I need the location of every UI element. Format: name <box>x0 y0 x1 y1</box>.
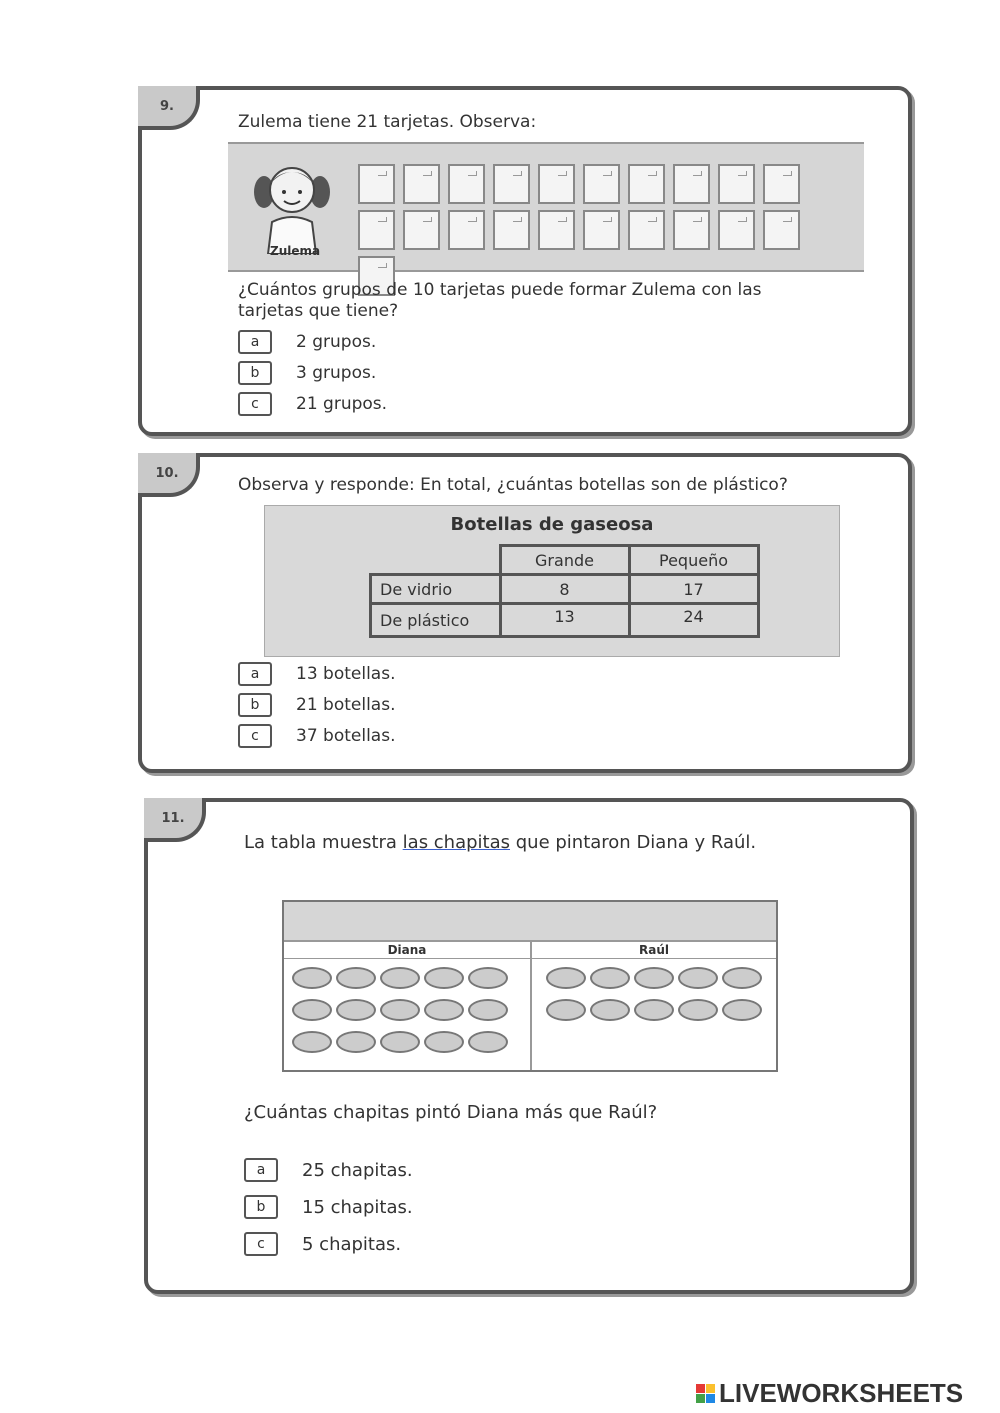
bottle-cap <box>546 967 586 989</box>
intro-link[interactable]: las chapitas <box>402 832 511 853</box>
column-header: Raúl <box>532 942 776 959</box>
option-letter[interactable]: a <box>238 330 272 354</box>
option-letter[interactable]: a <box>238 662 272 686</box>
option-letter[interactable]: c <box>238 392 272 416</box>
option-letter[interactable]: b <box>244 1195 278 1219</box>
card <box>538 164 575 204</box>
table-cell: 24 <box>629 604 758 637</box>
card <box>718 164 755 204</box>
bottle-cap <box>336 999 376 1021</box>
row-label: De vidrio <box>371 575 501 604</box>
bottle-cap <box>590 967 630 989</box>
option-text: 2 grupos. <box>296 332 377 352</box>
diana-caps-grid <box>284 959 522 1053</box>
bottle-cap <box>380 999 420 1021</box>
liveworksheets-logo[interactable] <box>696 1378 963 1409</box>
bottle-cap <box>634 967 674 989</box>
bottle-cap <box>468 967 508 989</box>
card <box>403 210 440 250</box>
option-a[interactable] <box>238 330 376 354</box>
card <box>673 210 710 250</box>
card <box>358 164 395 204</box>
column-header: Grande <box>500 546 629 575</box>
card <box>718 210 755 250</box>
caps-table-header-bar <box>284 902 776 942</box>
card <box>358 210 395 250</box>
option-text: 13 botellas. <box>296 664 396 684</box>
option-c[interactable] <box>238 392 387 416</box>
question-9-box <box>138 86 912 436</box>
question-text-line2: tarjetas que tiene? <box>238 301 399 321</box>
bottle-cap <box>546 999 586 1021</box>
bottle-cap <box>424 967 464 989</box>
raul-caps-grid <box>532 959 776 1021</box>
table-cell: 17 <box>629 575 758 604</box>
cards-illustration <box>228 142 864 272</box>
option-text: 5 chapitas. <box>302 1233 402 1255</box>
card <box>448 164 485 204</box>
card <box>763 210 800 250</box>
bottle-cap <box>424 1031 464 1053</box>
option-text: 37 botellas. <box>296 726 396 746</box>
bottle-cap <box>336 967 376 989</box>
bottles-table-panel <box>264 505 840 657</box>
raul-column <box>532 942 776 1070</box>
option-c[interactable] <box>244 1232 401 1256</box>
bottle-cap <box>380 967 420 989</box>
bottle-cap <box>722 999 762 1021</box>
card <box>763 164 800 204</box>
option-text: 3 grupos. <box>296 363 377 383</box>
question-text: Observa y responde: En total, ¿cuántas botellas son de plástico? <box>238 475 788 495</box>
column-header: Diana <box>284 942 530 959</box>
card <box>628 210 665 250</box>
bottle-cap <box>292 999 332 1021</box>
option-letter[interactable]: b <box>238 693 272 717</box>
bottle-cap <box>292 1031 332 1053</box>
card <box>538 210 575 250</box>
question-intro <box>244 832 756 853</box>
question-text-line1: ¿Cuántos grupos de 10 tarjetas puede formar Zulema con las <box>238 280 762 300</box>
question-10-box <box>138 453 912 773</box>
card <box>628 164 665 204</box>
caps-table <box>282 900 778 1072</box>
bottle-cap <box>292 967 332 989</box>
table-cell: 8 <box>500 575 629 604</box>
intro-text: La tabla muestra <box>244 832 403 853</box>
option-text: 21 grupos. <box>296 394 388 414</box>
bottle-cap <box>336 1031 376 1053</box>
bottle-cap <box>424 999 464 1021</box>
bottle-cap <box>678 967 718 989</box>
card-grid <box>358 164 818 296</box>
bottle-cap <box>678 999 718 1021</box>
row-label: De plástico <box>371 604 501 637</box>
bottle-cap <box>590 999 630 1021</box>
bottle-cap <box>468 999 508 1021</box>
option-b[interactable] <box>244 1195 413 1219</box>
question-11-box <box>144 798 914 1294</box>
option-text: 25 chapitas. <box>302 1159 413 1181</box>
card <box>583 164 620 204</box>
card <box>583 210 620 250</box>
question-text: ¿Cuántas chapitas pintó Diana más que Raúl? <box>244 1102 658 1123</box>
option-letter[interactable]: b <box>238 361 272 385</box>
option-letter[interactable]: c <box>244 1232 278 1256</box>
question-number: 10. <box>138 453 200 497</box>
question-number: 11. <box>144 798 206 842</box>
bottle-cap <box>634 999 674 1021</box>
card <box>448 210 485 250</box>
card <box>403 164 440 204</box>
option-text: 21 botellas. <box>296 695 396 715</box>
option-text: 15 chapitas. <box>302 1196 413 1218</box>
option-c[interactable] <box>238 724 395 748</box>
card <box>673 164 710 204</box>
girl-illustration <box>246 154 338 254</box>
option-a[interactable] <box>244 1158 413 1182</box>
option-letter[interactable]: a <box>244 1158 278 1182</box>
card <box>493 210 530 250</box>
question-number: 9. <box>138 86 200 130</box>
bottle-cap <box>722 967 762 989</box>
brand-name: LIVEWORKSHEETS <box>719 1378 964 1408</box>
bottles-table <box>369 544 760 638</box>
table-cell: 13 <box>500 604 629 637</box>
diana-column <box>284 942 532 1070</box>
logo-icon <box>696 1384 715 1403</box>
card <box>493 164 530 204</box>
bottle-cap <box>468 1031 508 1053</box>
option-letter[interactable]: c <box>238 724 272 748</box>
option-b[interactable] <box>238 693 395 717</box>
table-title: Botellas de gaseosa <box>450 514 654 535</box>
bottle-cap <box>380 1031 420 1053</box>
intro-text: que pintaron Diana y Raúl. <box>510 832 757 853</box>
character-label: Zulema <box>270 244 321 258</box>
column-header: Pequeño <box>629 546 758 575</box>
question-intro: Zulema tiene 21 tarjetas. Observa: <box>238 112 537 132</box>
option-a[interactable] <box>238 662 395 686</box>
option-b[interactable] <box>238 361 376 385</box>
